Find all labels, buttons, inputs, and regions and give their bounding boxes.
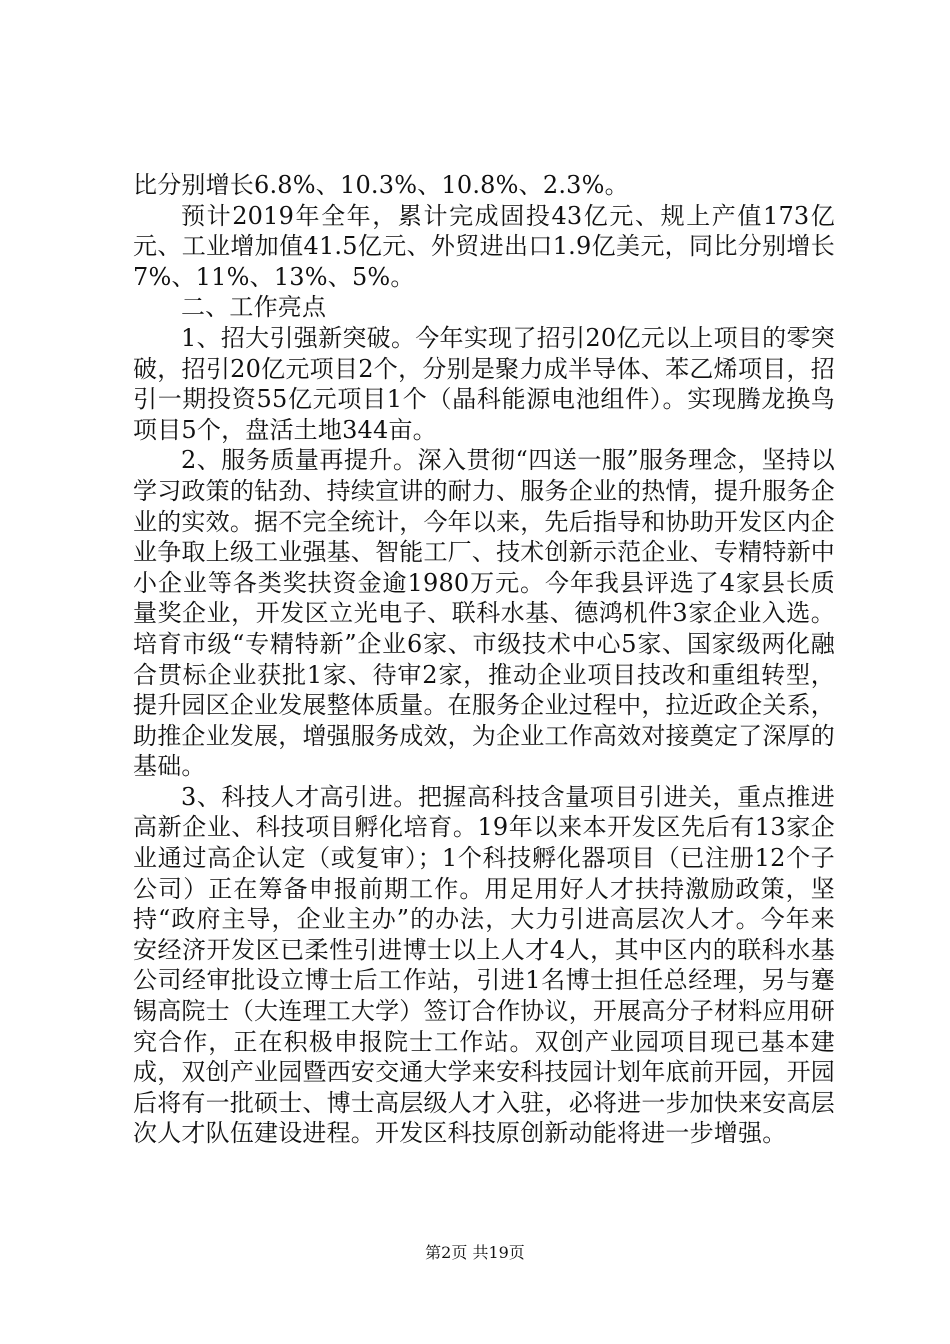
- page-number-footer: 第2页 共19页: [425, 1243, 525, 1262]
- document-body: [133, 170, 835, 1149]
- paragraph-talent-introduction: 3、科技人才高引进。把握高科技含量项目引进关，重点推进高新企业、科技项目孵化培育。19年以来本开发区先后有13家企业通过高企认定（或复审）；1个科技孵化器项目（已注册12个子公司）正在筹备申报前期工作。用足用好人才扶持激励政策，坚持“政府主导，企业主办”的办法，大力引进高层次人才。今年来安经济开发区已柔性引进博士以上人才4人，其中区内的联科水基公司经审批设立博士后工作站，引进1名博士担任总经理，另与蹇锡高院士（大连理工大学）签订合作协议，开展高分子材料应用研究合作，正在积极申报院士工作站。双创产业园项目现已基本建成，双创产业园暨西安交通大学来安科技园计划年底前开园，开园后将有一批硕士、博士高层级人才入驻，必将进一步加快来安高层次人才队伍建设进程。开发区科技原创新动能将进一步增强。: [133, 782, 835, 1148]
- paragraph-service-quality: 2、服务质量再提升。深入贯彻“四送一服”服务理念，坚持以学习政策的钻劲、持续宣讲的耐力、服务企业的热情，提升服务企业的实效。据不完全统计，今年以来，先后指导和协助开发区内企业争取上级工业强基、智能工厂、技术创新示范企业、专精特新中小企业等各类奖扶资金逾1980万元。今年我县评选了4家县长质量奖企业，开发区立光电子、联科水基、德鸿机件3家企业入选。培育市级“专精特新”企业6家、市级技术中心5家、国家级两化融合贯标企业获批1家、待审2家，推动企业项目技改和重组转型，提升园区企业发展整体质量。在服务企业过程中，拉近政企关系，助推企业发展，增强服务成效，为企业工作高效对接奠定了深厚的基础。: [133, 446, 835, 781]
- paragraph-investment-breakthrough: 1、招大引强新突破。今年实现了招引20亿元以上项目的零突破，招引20亿元项目2个，分别是聚力成半导体、苯乙烯项目，招引一期投资55亿元项目1个（晶科能源电池组件）。实现腾龙换鸟项目5个，盘活土地344亩。: [133, 323, 835, 444]
- section-heading-highlights: 二、工作亮点: [181, 293, 327, 322]
- paragraph-2019-forecast: 预计2019年全年，累计完成固投43亿元、规上产值173亿元、工业增加值41.5亿元、外贸进出口1.9亿美元，同比分别增长7%、11%、13%、5%。: [133, 201, 835, 291]
- paragraph-growth-continued: 比分别增长6.8%、10.3%、10.8%、2.3%。: [133, 171, 629, 199]
